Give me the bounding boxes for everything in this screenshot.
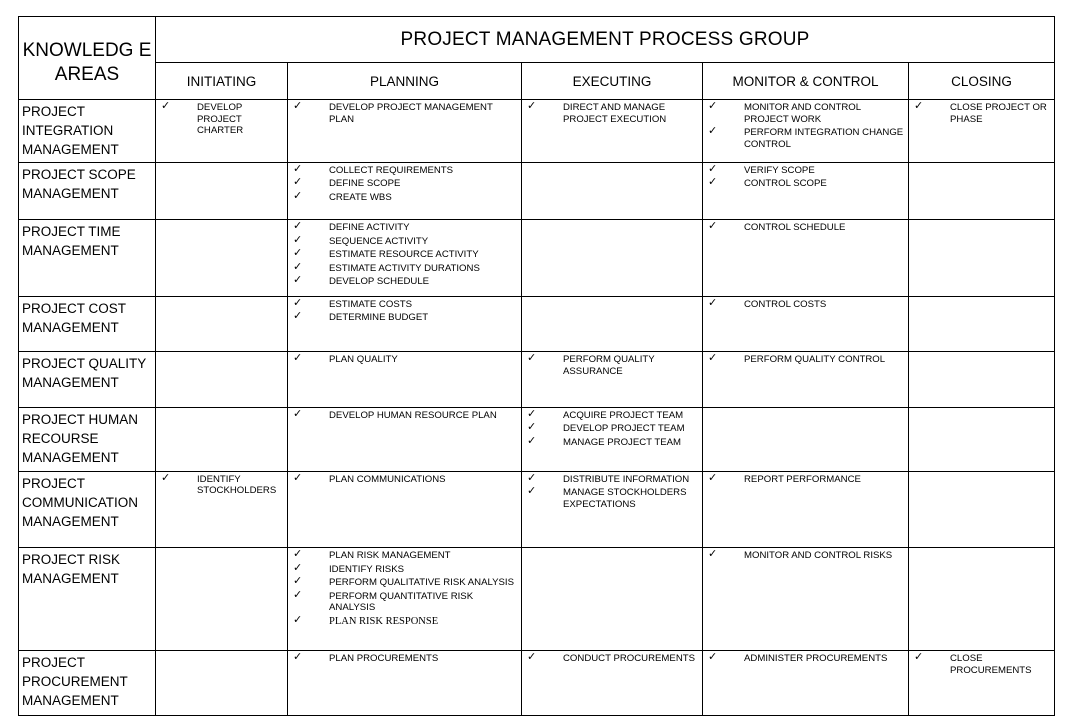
checkmark-icon: ✓: [527, 434, 537, 447]
process-list: [912, 653, 1051, 676]
process-item-label: ESTIMATE RESOURCE ACTIVITY: [329, 249, 479, 261]
process-item: [291, 577, 518, 589]
process-cell-executing: [522, 548, 703, 651]
process-item-label: DEVELOP SCHEDULE: [329, 276, 430, 288]
process-cell-executing: [522, 296, 703, 352]
process-item-label: IDENTIFY STOCKHOLDERS: [197, 473, 277, 497]
process-item-label: PLAN QUALITY: [329, 354, 398, 366]
process-item: [706, 127, 905, 150]
checkmark-icon: ✓: [293, 352, 303, 365]
process-item: [291, 162, 518, 177]
process-cell-initiating: [156, 296, 288, 352]
process-cell-closing: [909, 162, 1055, 220]
process-item: [706, 162, 905, 177]
process-item-label: DEVELOP PROJECT CHARTER: [197, 102, 244, 136]
process-item-label: IDENTIFY RISKS: [329, 563, 404, 575]
process-item-label: MONITOR AND CONTROL RISKS: [744, 550, 893, 562]
process-list: [291, 354, 518, 366]
process-item-label: ESTIMATE COSTS: [329, 298, 412, 310]
checkmark-icon: ✓: [527, 407, 537, 420]
process-cell-monitor: [703, 548, 909, 651]
process-item-label: PLAN PROCUREMENTS: [329, 653, 439, 665]
process-item: [706, 354, 905, 366]
process-item: [706, 102, 905, 125]
process-item-label: VERIFY SCOPE: [744, 164, 815, 176]
checkmark-icon: ✓: [527, 421, 537, 434]
checkmark-icon: ✓: [293, 274, 303, 287]
process-cell-executing: [522, 352, 703, 408]
process-cell-planning: [288, 220, 522, 297]
process-item: [291, 276, 518, 288]
checkmark-icon: ✓: [293, 100, 303, 112]
process-cell-closing: [909, 651, 1055, 716]
process-cell-monitor: [703, 162, 909, 220]
process-item-label: MONITOR AND CONTROL PROJECT WORK: [744, 102, 861, 125]
knowledge-areas-header: KNOWLEDG E AREAS: [19, 17, 156, 100]
process-item-label: ACQUIRE PROJECT TEAM: [563, 409, 684, 421]
process-item: [291, 189, 518, 204]
process-item: [291, 178, 518, 190]
process-cell-executing: [522, 471, 703, 548]
process-group-header: PROJECT MANAGEMENT PROCESS GROUP: [156, 17, 1055, 63]
checkmark-icon: ✓: [527, 471, 537, 484]
table-row: [19, 352, 1055, 408]
process-item-label: CREATE WBS: [329, 191, 392, 203]
checkmark-icon: ✓: [527, 485, 537, 498]
group-header-closing: CLOSING: [909, 63, 1055, 100]
process-item: [525, 653, 699, 665]
process-cell-initiating: [156, 100, 288, 163]
checkmark-icon: ✓: [293, 471, 303, 484]
process-item: [525, 434, 699, 449]
checkmark-icon: ✓: [708, 162, 718, 175]
group-header-planning: PLANNING: [288, 63, 522, 100]
checkmark-icon: ✓: [914, 100, 924, 112]
checkmark-icon: ✓: [527, 651, 537, 664]
process-item: [291, 233, 518, 248]
process-item-label: PLAN COMMUNICATIONS: [329, 473, 446, 485]
checkmark-icon: ✓: [293, 233, 303, 246]
table-row: [19, 100, 1055, 163]
checkmark-icon: ✓: [914, 651, 924, 664]
process-cell-planning: [288, 296, 522, 352]
checkmark-icon: ✓: [708, 100, 718, 112]
group-header-monitor-control: MONITOR & CONTROL: [703, 63, 909, 100]
process-list: [291, 162, 518, 204]
process-cell-initiating: [156, 548, 288, 651]
process-list: [525, 653, 699, 665]
process-cell-closing: [909, 471, 1055, 548]
process-item: [291, 588, 518, 614]
process-item: [291, 312, 518, 324]
process-item: [291, 249, 518, 261]
knowledge-area-name: PROJECT RISK MANAGEMENT: [19, 548, 156, 651]
process-list: [291, 102, 518, 125]
process-list: [291, 222, 518, 288]
checkmark-icon: ✓: [293, 220, 303, 233]
checkmark-icon: ✓: [708, 651, 718, 664]
process-item: [706, 296, 905, 311]
process-cell-executing: [522, 651, 703, 716]
process-list: [159, 102, 284, 137]
process-item: [291, 653, 518, 665]
process-item-label: SEQUENCE ACTIVITY: [329, 235, 429, 247]
process-item: [159, 102, 284, 137]
process-item-label: CONTROL SCHEDULE: [744, 222, 846, 234]
checkmark-icon: ✓: [293, 176, 303, 189]
process-list: [912, 102, 1051, 125]
process-list: [706, 296, 905, 311]
process-cell-executing: [522, 100, 703, 163]
process-item: [159, 471, 284, 497]
process-item-label: MANAGE STOCKHOLDERS EXPECTATIONS: [563, 487, 687, 510]
checkmark-icon: ✓: [293, 575, 303, 588]
process-list: [706, 653, 905, 665]
process-item: [291, 296, 518, 311]
checkmark-icon: ✓: [708, 296, 718, 309]
process-cell-planning: [288, 651, 522, 716]
checkmark-icon: ✓: [527, 352, 537, 365]
process-cell-closing: [909, 296, 1055, 352]
process-item: [291, 222, 518, 234]
checkmark-icon: ✓: [293, 613, 303, 626]
process-item-label: PERFORM QUALITY CONTROL: [744, 354, 886, 366]
process-list: [706, 222, 905, 234]
process-item-label: DETERMINE BUDGET: [329, 312, 429, 324]
knowledge-area-name: PROJECT HUMAN RECOURSE MANAGEMENT: [19, 407, 156, 471]
process-list: [291, 471, 518, 486]
knowledge-area-name: PROJECT COMMUNICATION MANAGEMENT: [19, 471, 156, 548]
process-item-label: DEFINE ACTIVITY: [329, 222, 410, 234]
checkmark-icon: ✓: [293, 407, 303, 420]
process-cell-closing: [909, 352, 1055, 408]
process-cell-executing: [522, 220, 703, 297]
process-cell-closing: [909, 548, 1055, 651]
process-list: [525, 102, 699, 125]
process-list: [706, 471, 905, 486]
checkmark-icon: ✓: [161, 100, 171, 112]
process-cell-planning: [288, 548, 522, 651]
knowledge-area-name: PROJECT QUALITY MANAGEMENT: [19, 352, 156, 408]
process-cell-closing: [909, 407, 1055, 471]
process-item: [706, 222, 905, 234]
checkmark-icon: ✓: [708, 176, 718, 189]
checkmark-icon: ✓: [293, 310, 303, 323]
process-item-label: DEVELOP PROJECT TEAM: [563, 423, 685, 435]
process-cell-executing: [522, 407, 703, 471]
process-list: [291, 407, 518, 422]
process-cell-monitor: [703, 220, 909, 297]
process-item: [525, 102, 699, 125]
process-cell-planning: [288, 352, 522, 408]
process-item: [912, 653, 1051, 676]
process-cell-monitor: [703, 296, 909, 352]
process-list: [525, 471, 699, 511]
process-item: [706, 471, 905, 486]
process-cell-closing: [909, 100, 1055, 163]
process-item-label: COLLECT REQUIREMENTS: [329, 164, 454, 176]
process-item-label: CONTROL COSTS: [744, 298, 827, 310]
process-cell-monitor: [703, 651, 909, 716]
table-row: [19, 471, 1055, 548]
checkmark-icon: ✓: [708, 548, 718, 561]
checkmark-icon: ✓: [161, 471, 171, 484]
table-row: [19, 651, 1055, 716]
knowledge-area-name: PROJECT INTEGRATION MANAGEMENT: [19, 100, 156, 163]
process-item: [706, 178, 905, 190]
checkmark-icon: ✓: [708, 220, 718, 233]
process-list: [706, 162, 905, 190]
checkmark-icon: ✓: [527, 100, 537, 112]
process-list: [291, 653, 518, 665]
process-item: [525, 487, 699, 510]
process-item-label: DIRECT AND MANAGE PROJECT EXECUTION: [563, 102, 667, 125]
process-item-label: DEFINE SCOPE: [329, 178, 401, 190]
group-header-executing: EXECUTING: [522, 63, 703, 100]
process-cell-initiating: [156, 651, 288, 716]
table-row: [19, 162, 1055, 220]
process-item-label: CONTROL SCOPE: [744, 178, 827, 190]
process-item: [291, 471, 518, 486]
process-list: [291, 550, 518, 627]
process-item-label: PERFORM INTEGRATION CHANGE CONTROL: [744, 127, 904, 150]
process-item: [291, 550, 518, 562]
process-item-label: CLOSE PROCUREMENTS: [950, 653, 1032, 676]
process-item-label: PLAN RISK RESPONSE: [329, 615, 439, 627]
checkmark-icon: ✓: [293, 162, 303, 175]
knowledge-area-name: PROJECT TIME MANAGEMENT: [19, 220, 156, 297]
process-item: [291, 102, 518, 125]
checkmark-icon: ✓: [293, 296, 303, 309]
process-item-label: PERFORM QUALITY ASSURANCE: [563, 354, 655, 377]
process-item-label: DEVELOP HUMAN RESOURCE PLAN: [329, 409, 497, 421]
process-cell-initiating: [156, 407, 288, 471]
process-cell-planning: [288, 100, 522, 163]
process-cell-planning: [288, 162, 522, 220]
table-row: [19, 296, 1055, 352]
checkmark-icon: ✓: [708, 471, 718, 484]
process-item-label: DISTRIBUTE INFORMATION: [563, 473, 690, 485]
process-cell-planning: [288, 471, 522, 548]
process-item: [525, 423, 699, 435]
process-cell-executing: [522, 162, 703, 220]
process-item-label: PERFORM QUANTITATIVE RISK ANALYSIS: [329, 590, 474, 614]
pm-process-table: [18, 16, 1055, 716]
table-row: [19, 220, 1055, 297]
process-list: [525, 354, 699, 377]
process-cell-initiating: [156, 162, 288, 220]
process-list: [525, 407, 699, 449]
process-cell-monitor: [703, 100, 909, 163]
process-item-label: ADMINISTER PROCUREMENTS: [744, 653, 888, 665]
knowledge-area-name: PROJECT COST MANAGEMENT: [19, 296, 156, 352]
process-item-label: ESTIMATE ACTIVITY DURATIONS: [329, 262, 480, 274]
process-cell-initiating: [156, 220, 288, 297]
process-cell-closing: [909, 220, 1055, 297]
process-cell-monitor: [703, 407, 909, 471]
checkmark-icon: ✓: [708, 352, 718, 365]
checkmark-icon: ✓: [293, 260, 303, 273]
process-list: [706, 354, 905, 366]
process-item: [525, 471, 699, 486]
knowledge-area-name: PROJECT PROCUREMENT MANAGEMENT: [19, 651, 156, 716]
knowledge-area-name: PROJECT SCOPE MANAGEMENT: [19, 162, 156, 220]
process-item-label: REPORT PERFORMANCE: [744, 473, 861, 485]
process-item: [291, 260, 518, 275]
process-item: [706, 653, 905, 665]
table-row: [19, 407, 1055, 471]
process-item: [291, 354, 518, 366]
process-item: [912, 102, 1051, 125]
checkmark-icon: ✓: [293, 588, 303, 601]
process-item-label: DEVELOP PROJECT MANAGEMENT PLAN: [329, 102, 493, 125]
process-item-label: PERFORM QUALITATIVE RISK ANALYSIS: [329, 577, 514, 589]
process-list: [706, 102, 905, 150]
checkmark-icon: ✓: [293, 561, 303, 574]
process-item: [291, 613, 518, 628]
table-row: [19, 548, 1055, 651]
process-cell-monitor: [703, 352, 909, 408]
process-item-label: MANAGE PROJECT TEAM: [563, 436, 681, 448]
process-cell-initiating: [156, 471, 288, 548]
process-item: [291, 561, 518, 576]
process-cell-initiating: [156, 352, 288, 408]
process-cell-monitor: [703, 471, 909, 548]
process-item-label: CLOSE PROJECT OR PHASE: [950, 102, 1047, 125]
checkmark-icon: ✓: [708, 125, 718, 137]
process-item: [525, 407, 699, 422]
checkmark-icon: ✓: [293, 548, 303, 561]
table-body: [19, 100, 1055, 716]
process-item: [291, 407, 518, 422]
process-item: [525, 354, 699, 377]
process-cell-planning: [288, 407, 522, 471]
process-item: [706, 550, 905, 562]
group-header-initiating: INITIATING: [156, 63, 288, 100]
process-list: [706, 550, 905, 562]
process-item-label: CONDUCT PROCUREMENTS: [563, 653, 696, 665]
process-list: [291, 296, 518, 324]
process-item-label: PLAN RISK MANAGEMENT: [329, 550, 451, 562]
checkmark-icon: ✓: [293, 247, 303, 260]
checkmark-icon: ✓: [293, 189, 303, 202]
checkmark-icon: ✓: [293, 651, 303, 664]
process-list: [159, 471, 284, 497]
